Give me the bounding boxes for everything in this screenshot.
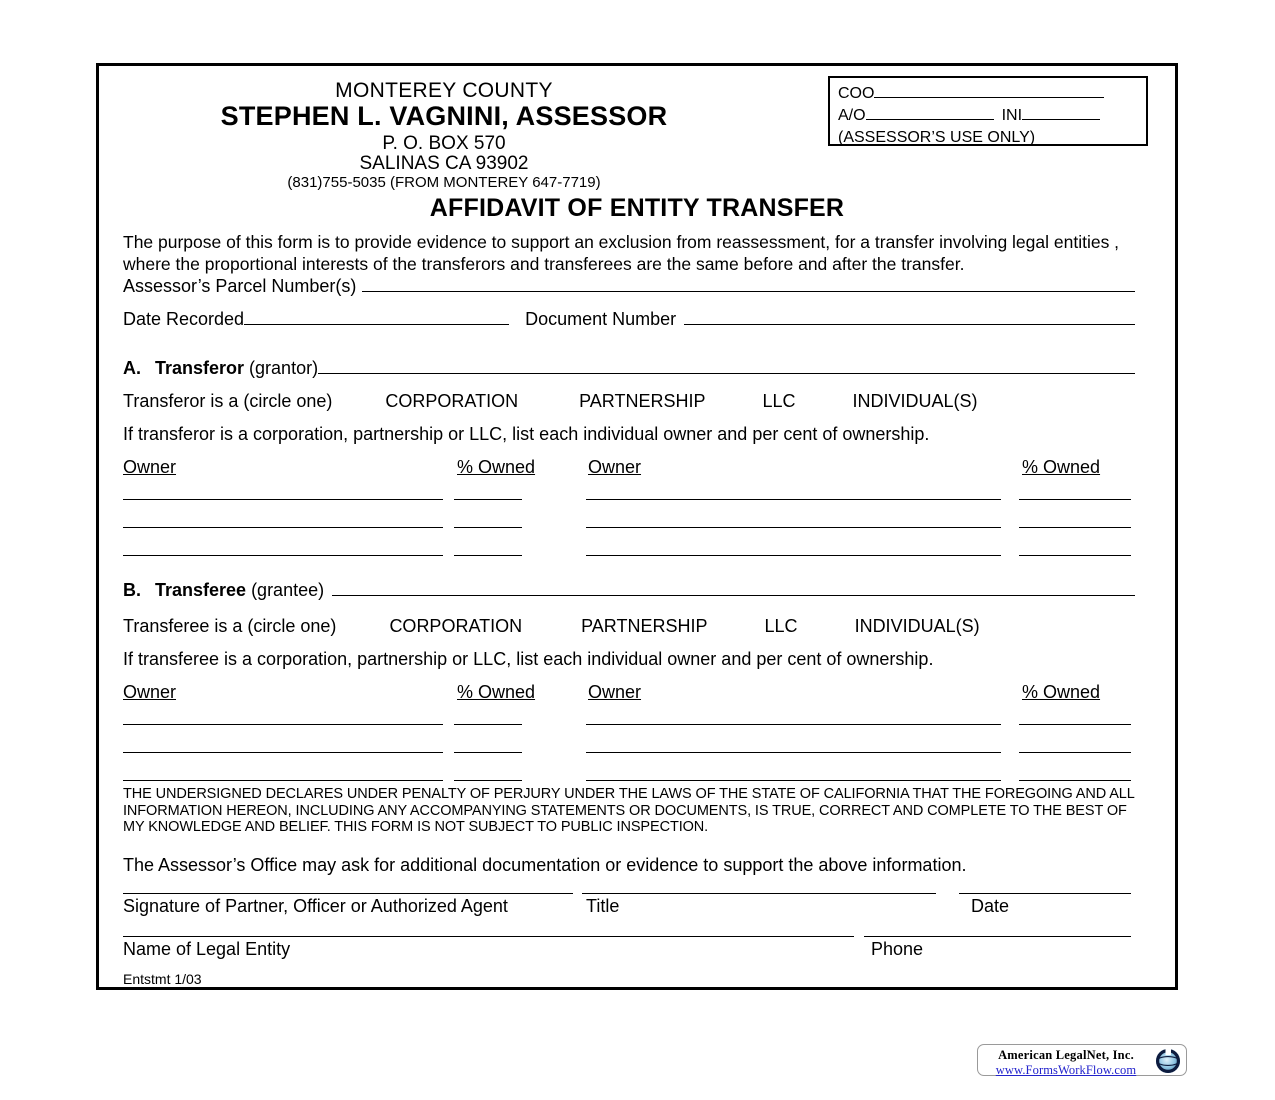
office-phone: (831)755-5035 (FROM MONTEREY 647-7719)	[287, 174, 601, 191]
section-b-owner2-line-1[interactable]	[586, 724, 1001, 725]
form-page-frame	[96, 63, 1178, 990]
form-code: Entstmt 1/03	[123, 971, 202, 987]
signature-input-rule[interactable]	[123, 893, 573, 894]
section-b-col-pct-2: % Owned	[1022, 682, 1101, 702]
section-b-col-owner-2: Owner	[588, 682, 642, 702]
phone-label: Phone	[871, 939, 924, 959]
coo-input-rule[interactable]	[874, 82, 1104, 98]
section-a-pct-line-2[interactable]	[454, 527, 522, 528]
po-box-address: P. O. BOX 570	[382, 133, 506, 154]
coo-label: COO	[838, 85, 875, 103]
section-a-col-pct-1: % Owned	[457, 457, 536, 477]
section-a-pct-line-3[interactable]	[454, 555, 522, 556]
section-a-heading	[123, 356, 1135, 379]
document-number-label: Document Number	[525, 308, 677, 329]
date-recorded-input-rule[interactable]	[244, 307, 509, 325]
section-b-owner2-line-2[interactable]	[586, 752, 1001, 753]
section-b-col-owner-1: Owner	[123, 682, 177, 702]
section-b-pct-line-3[interactable]	[454, 780, 522, 781]
section-b-option-corporation[interactable]: CORPORATION	[389, 616, 523, 636]
section-a-owner2-line-2[interactable]	[586, 527, 1001, 528]
assessor-name: STEPHEN L. VAGNINI, ASSESSOR	[220, 101, 668, 131]
section-b-option-individuals[interactable]: INDIVIDUAL(S)	[854, 616, 980, 636]
title-input-rule[interactable]	[582, 893, 936, 894]
ini-input-rule[interactable]	[1022, 104, 1100, 120]
entity-name-label: Name of Legal Entity	[123, 939, 291, 959]
section-b-entity-prefix: Transferee is a (circle one)	[123, 616, 337, 636]
section-a-owner2-line-1[interactable]	[586, 499, 1001, 500]
badge-text-block	[986, 1048, 1146, 1078]
purpose-paragraph: The purpose of this form is to provide evidence to support an exclusion from reassessment, for a transfer involving legal entities , where the proportional interests of the transferors and transferees are the same before and after the transfer.	[123, 232, 1120, 275]
section-a-name-input-rule[interactable]	[318, 356, 1135, 374]
section-b-pct-line-2[interactable]	[454, 752, 522, 753]
section-a-option-individuals[interactable]: INDIVIDUAL(S)	[852, 391, 978, 411]
assessor-use-note: (ASSESSOR’S USE ONLY)	[838, 128, 1036, 146]
badge-company-name: American LegalNet, Inc.	[998, 1048, 1134, 1062]
section-a-word: Transferor	[155, 357, 245, 378]
section-a-option-llc[interactable]: LLC	[762, 391, 796, 411]
date-recorded-field-row	[123, 307, 1135, 330]
apn-field-row	[123, 274, 1135, 297]
section-a-col-owner-1: Owner	[123, 457, 177, 477]
signature-label: Signature of Partner, Officer or Authorized Agent	[123, 896, 508, 916]
section-a-owner-line-3[interactable]	[123, 555, 443, 556]
section-a-entity-prefix: Transferor is a (circle one)	[123, 391, 333, 411]
globe-logo-icon	[1155, 1048, 1181, 1074]
section-b-col-pct-1: % Owned	[457, 682, 536, 702]
badge-website-link[interactable]: www.FormsWorkFlow.com	[995, 1062, 1137, 1077]
section-b-letter: B.	[123, 579, 141, 600]
title-label: Title	[586, 896, 620, 916]
section-b-word: Transferee	[155, 579, 247, 600]
ao-ini-field-row	[838, 104, 1146, 126]
section-b-pct2-line-3[interactable]	[1019, 780, 1131, 781]
assessor-office-note: The Assessor’s Office may ask for additional documentation or evidence to support the above information.	[123, 855, 967, 875]
assessor-use-only-box	[828, 76, 1148, 146]
section-a-option-corporation[interactable]: CORPORATION	[385, 391, 519, 411]
section-b-instruction: If transferee is a corporation, partnership or LLC, list each individual owner and per cent of ownership.	[123, 649, 934, 669]
section-a-instruction: If transferor is a corporation, partnership or LLC, list each individual owner and per cent of ownership.	[123, 424, 930, 444]
ao-label: A/O	[838, 107, 866, 125]
section-b-name-input-rule[interactable]	[332, 578, 1135, 596]
section-a-paren: (grantor)	[249, 357, 319, 378]
phone-input-rule[interactable]	[864, 936, 1131, 937]
page-title: AFFIDAVIT OF ENTITY TRANSFER	[429, 194, 845, 222]
section-b-paren: (grantee)	[251, 579, 325, 600]
coo-field-row	[838, 82, 1146, 104]
american-legalnet-badge[interactable]	[977, 1044, 1187, 1076]
section-a-owner-line-2[interactable]	[123, 527, 443, 528]
section-b-owner-line-3[interactable]	[123, 780, 443, 781]
section-a-col-pct-2: % Owned	[1022, 457, 1101, 477]
entity-name-input-rule[interactable]	[123, 936, 854, 937]
section-a-option-partnership[interactable]: PARTNERSHIP	[579, 391, 706, 411]
date-label: Date	[971, 896, 1010, 916]
city-state-zip: SALINAS CA 93902	[359, 153, 529, 174]
ao-input-rule[interactable]	[866, 104, 994, 120]
section-a-entity-type-row	[123, 391, 978, 412]
section-b-owner2-line-3[interactable]	[586, 780, 1001, 781]
perjury-declaration: THE UNDERSIGNED DECLARES UNDER PENALTY OF PERJURY UNDER THE LAWS OF THE STATE OF CALIFORNIA THAT THE FOREGOING AND ALL INFORMATION HEREON, INCLUDING ANY ACCOMPANYING STATEMENTS OR DOCUMENTS, IS TRUE, CORRECT AND COMPLETE TO THE BEST OF MY KNOWLEDGE AND BELIEF. THIS FORM IS NOT SUBJECT TO PUBLIC INSPECTION.	[123, 786, 1135, 836]
section-b-heading	[123, 578, 1135, 601]
section-b-owner-line-2[interactable]	[123, 752, 443, 753]
apn-input-rule[interactable]	[362, 274, 1135, 292]
section-a-owner-line-1[interactable]	[123, 499, 443, 500]
section-b-option-partnership[interactable]: PARTNERSHIP	[581, 616, 708, 636]
section-a-pct2-line-2[interactable]	[1019, 527, 1131, 528]
section-b-pct2-line-1[interactable]	[1019, 724, 1131, 725]
letterhead	[99, 80, 789, 190]
section-b-owner-line-1[interactable]	[123, 724, 443, 725]
section-a-pct2-line-3[interactable]	[1019, 555, 1131, 556]
section-a-owner2-line-3[interactable]	[586, 555, 1001, 556]
date-input-rule[interactable]	[959, 893, 1131, 894]
section-b-pct-line-1[interactable]	[454, 724, 522, 725]
county-name: MONTEREY COUNTY	[335, 79, 553, 102]
section-a-pct-line-1[interactable]	[454, 499, 522, 500]
section-b-pct2-line-2[interactable]	[1019, 752, 1131, 753]
section-b-option-llc[interactable]: LLC	[764, 616, 798, 636]
section-b-entity-type-row	[123, 616, 980, 637]
section-a-letter: A.	[123, 357, 141, 378]
apn-label: Assessor’s Parcel Number(s)	[123, 275, 357, 296]
document-number-input-rule[interactable]	[684, 307, 1135, 325]
ini-label: INI	[1001, 107, 1023, 125]
section-a-col-owner-2: Owner	[588, 457, 642, 477]
date-recorded-label: Date Recorded	[123, 308, 245, 329]
section-a-pct2-line-1[interactable]	[1019, 499, 1131, 500]
